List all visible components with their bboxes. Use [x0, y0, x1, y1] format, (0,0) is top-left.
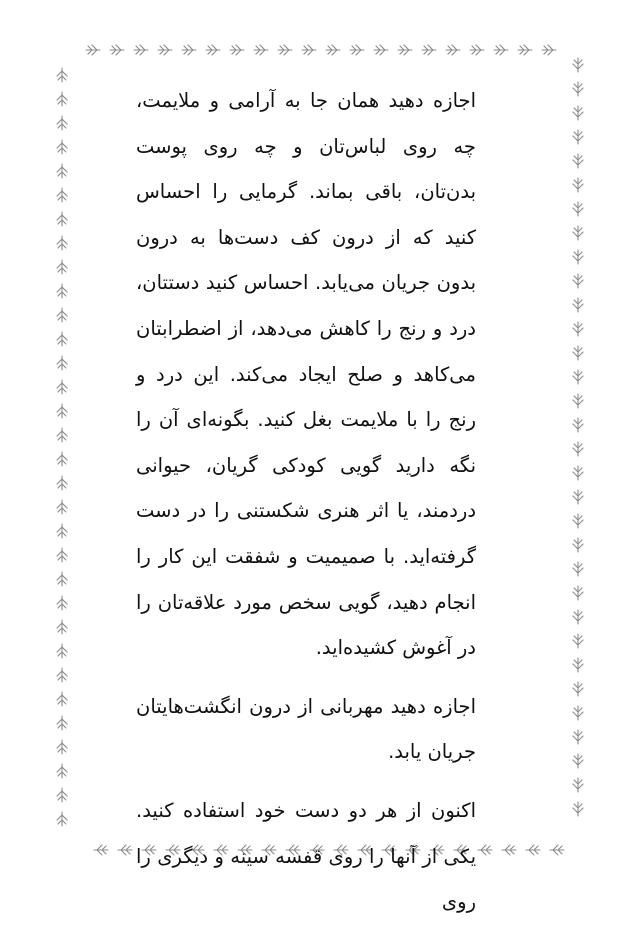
- sprig-icon: [350, 45, 364, 55]
- sprig-icon: [57, 620, 67, 634]
- sprig-icon: [57, 212, 67, 226]
- sprig-icon: [573, 346, 583, 360]
- sprig-icon: [573, 58, 583, 72]
- sprig-icon: [573, 634, 583, 648]
- sprig-icon: [57, 356, 67, 370]
- sprig-icon: [57, 332, 67, 346]
- sprig-icon: [573, 730, 583, 744]
- sprig-icon: [573, 322, 583, 336]
- sprig-icon: [57, 644, 67, 658]
- sprig-icon: [182, 45, 196, 55]
- sprig-icon: [158, 45, 172, 55]
- sprig-icon: [57, 236, 67, 250]
- sprig-icon: [573, 418, 583, 432]
- sprig-icon: [326, 45, 340, 55]
- sprig-icon: [110, 45, 124, 55]
- sprig-icon: [118, 845, 132, 855]
- sprig-icon: [57, 500, 67, 514]
- sprig-icon: [57, 524, 67, 538]
- border-top: [86, 45, 556, 55]
- sprig-icon: [573, 202, 583, 216]
- sprig-icon: [494, 45, 508, 55]
- border-left: [57, 68, 67, 826]
- sprig-icon: [573, 682, 583, 696]
- sprig-icon: [254, 45, 268, 55]
- sprig-icon: [57, 452, 67, 466]
- sprig-icon: [542, 45, 556, 55]
- sprig-icon: [518, 45, 532, 55]
- sprig-icon: [573, 154, 583, 168]
- sprig-icon: [573, 802, 583, 816]
- sprig-icon: [478, 845, 492, 855]
- paragraph: اجازه دهید مهربانی از درون انگشت‌هایتان جریان یابد.: [136, 694, 476, 764]
- sprig-icon: [57, 404, 67, 418]
- sprig-icon: [573, 226, 583, 240]
- sprig-icon: [573, 610, 583, 624]
- sprig-icon: [57, 476, 67, 490]
- sprig-icon: [573, 178, 583, 192]
- sprig-icon: [57, 188, 67, 202]
- sprig-icon: [302, 45, 316, 55]
- sprig-icon: [573, 514, 583, 528]
- sprig-icon: [573, 754, 583, 768]
- sprig-icon: [398, 45, 412, 55]
- border-right: [573, 58, 583, 816]
- sprig-icon: [573, 490, 583, 504]
- sprig-icon: [57, 308, 67, 322]
- sprig-icon: [573, 706, 583, 720]
- sprig-icon: [57, 380, 67, 394]
- sprig-icon: [57, 92, 67, 106]
- sprig-icon: [57, 284, 67, 298]
- sprig-icon: [86, 45, 100, 55]
- sprig-icon: [573, 274, 583, 288]
- sprig-icon: [57, 68, 67, 82]
- sprig-icon: [573, 538, 583, 552]
- sprig-icon: [57, 140, 67, 154]
- sprig-icon: [278, 45, 292, 55]
- paragraph: اجازه دهید همان جا به آرامی و ملایمت، چه روی لباس‌تان و چه روی پوست بدن‌تان، باقی بماند. گرمایی را احساس کنید که از درون کف دست‌ها به درون بدون جریان می‌یابد. احساس کنید دستتان، درد و رنج را کاهش می‌دهد، از اضطرابتان می‌کاهد و صلح ایجاد می‌کند. این درد و رنج را با ملایمت بغل کنید. بگونه‌ای آن را نگه دارید گویی کودکی گریان، حیوانی دردمند، یا اثر هنری شکستنی را در دست گرفته‌اید. با صمیمیت و شفقت این کار را انجام دهید، گویی سخص مورد علاقه‌تان را در آغوش کشیده‌اید.: [136, 89, 476, 660]
- sprig-icon: [57, 812, 67, 826]
- sprig-icon: [57, 164, 67, 178]
- sprig-icon: [57, 740, 67, 754]
- sprig-icon: [230, 45, 244, 55]
- sprig-icon: [57, 428, 67, 442]
- sprig-icon: [57, 764, 67, 778]
- sprig-icon: [573, 658, 583, 672]
- sprig-icon: [502, 845, 516, 855]
- sprig-icon: [94, 845, 108, 855]
- sprig-icon: [57, 260, 67, 274]
- sprig-icon: [422, 45, 436, 55]
- sprig-icon: [57, 116, 67, 130]
- sprig-icon: [573, 442, 583, 456]
- sprig-icon: [57, 716, 67, 730]
- sprig-icon: [573, 562, 583, 576]
- sprig-icon: [134, 45, 148, 55]
- sprig-icon: [446, 45, 460, 55]
- sprig-icon: [573, 370, 583, 384]
- sprig-icon: [573, 778, 583, 792]
- sprig-icon: [573, 298, 583, 312]
- sprig-icon: [57, 548, 67, 562]
- sprig-icon: [57, 596, 67, 610]
- sprig-icon: [573, 466, 583, 480]
- sprig-icon: [573, 394, 583, 408]
- sprig-icon: [374, 45, 388, 55]
- sprig-icon: [573, 586, 583, 600]
- paragraph: اکنون از هر دو دست خود استفاده کنید. یکی از آنها را روی قفسه سینه و دیگری را روی: [136, 798, 476, 914]
- sprig-icon: [57, 692, 67, 706]
- sprig-icon: [573, 250, 583, 264]
- sprig-icon: [573, 82, 583, 96]
- sprig-icon: [573, 106, 583, 120]
- sprig-icon: [206, 45, 220, 55]
- sprig-icon: [470, 45, 484, 55]
- sprig-icon: [573, 130, 583, 144]
- sprig-icon: [57, 668, 67, 682]
- sprig-icon: [57, 572, 67, 586]
- sprig-icon: [526, 845, 540, 855]
- body-text: [136, 78, 476, 925]
- sprig-icon: [57, 788, 67, 802]
- sprig-icon: [550, 845, 564, 855]
